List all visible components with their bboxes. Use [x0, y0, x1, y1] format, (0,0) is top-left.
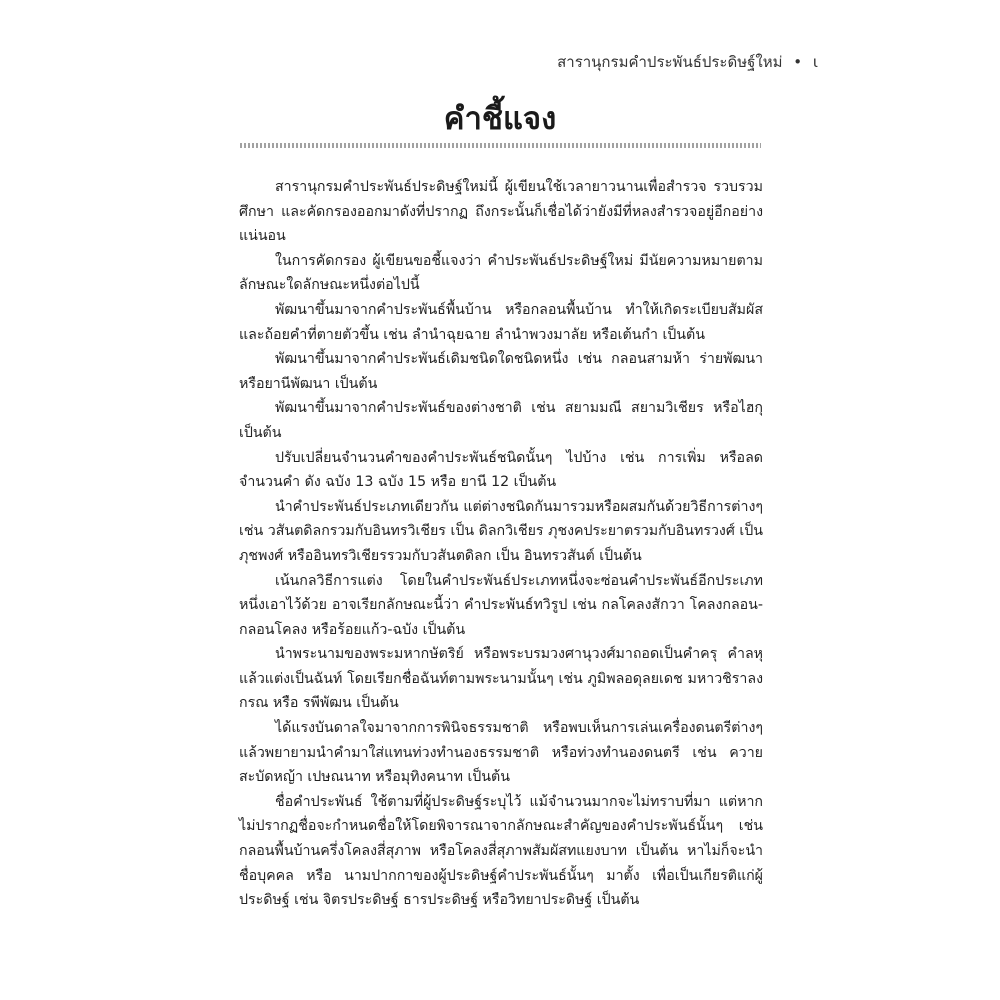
paragraph: ปรับเปลี่ยนจำนวนคำของคำประพันธ์ชนิดนั้นๆ ไปบ้าง เช่น การเพิ่ม หรือลดจำนวนคำ ดัง ฉบัง 13 ฉบัง 15 หรือ ยานี 12 เป็นต้น: [239, 449, 763, 491]
paragraph: ในการคัดกรอง ผู้เขียนขอชี้แจงว่า คำประพันธ์ประดิษฐ์ใหม่ มีนัยความหมายตามลักษณะใดลักษณะหนึ่งต่อไปนี้: [239, 252, 763, 294]
page-number: ι: [812, 53, 818, 71]
paragraph: ชื่อคำประพันธ์ ใช้ตามที่ผู้ประดิษฐ์ระบุไว้ แม้จำนวนมากจะไม่ทราบที่มา แต่หากไม่ปรากฏชื่อจะกำหนดชื่อให้โดยพิจารณาจากลักษณะสำคัญของคำประพันธ์นั้นๆ เช่น กลอนพื้นบ้านครึ่งโคลงสี่สุภาพ หรือโคลงสี่สุภาพสัมผัสทแยงบาท เป็นต้น หาไม่ก็จะนำชื่อบุคคล หรือ นามปากกาของผู้ประดิษฐ์คำประพันธ์นั้นๆ มาตั้ง เพื่อเป็นเกียรติแก่ผู้ประดิษฐ์ เช่น จิตรประดิษฐ์ ธารประดิษฐ์ หรือวิทยาประดิษฐ์ เป็นต้น: [239, 793, 763, 909]
paragraph: พัฒนาขึ้นมาจากคำประพันธ์เดิมชนิดใดชนิดหนึ่ง เช่น กลอนสามห้า ร่ายพัฒนา หรือยานีพัฒนา เป็นต้น: [239, 351, 763, 392]
paragraph: สารานุกรมคำประพันธ์ประดิษฐ์ใหม่นี้ ผู้เขียนใช้เวลายาวนานเพื่อสำรวจ รวบรวม ศึกษา และคัดกรองออกมาดังที่ปรากฏ ถึงกระนั้นก็เชื่อได้ว่ายังมีที่หลงสำรวจอยู่อีกอย่างแน่นอน: [239, 179, 763, 245]
running-header: [557, 50, 818, 74]
paragraph: นำพระนามของพระมหากษัตริย์ หรือพระบรมวงศานุวงศ์มาถอดเป็นคำครุ คำลหุ แล้วแต่งเป็นฉันท์ โดยเรียกชื่อฉันท์ตามพระนามนั้นๆ เช่น ภูมิพลอดุลยเดช มหาวชิราลงกรณ หรือ รพีพัฒน เป็นต้น: [239, 646, 763, 712]
page-title: คำชี้แจง: [443, 101, 557, 137]
paragraph: ได้แรงบันดาลใจมาจากการพินิจธรรมชาติ หรือพบเห็นการเล่นเครื่องดนตรีต่างๆ แล้วพยายามนำคำมาใส่แทนท่วงทำนองธรรมชาติ หรือท่วงทำนองดนตรี เช่น ควายสะบัดหญ้า เปษณนาท หรือมุทิงคนาท เป็นต้น: [239, 720, 763, 786]
paragraph: พัฒนาขึ้นมาจากคำประพันธ์ของต่างชาติ เช่น สยามมณี สยามวิเชียร หรือไฮกุ เป็นต้น: [239, 400, 763, 441]
book-title: สารานุกรมคำประพันธ์ประดิษฐ์ใหม่: [557, 53, 783, 71]
paragraph: เน้นกลวิธีการแต่ง โดยในคำประพันธ์ประเภทหนึ่งจะซ่อนคำประพันธ์อีกประเภทหนึ่งเอาไว้ด้วย อาจเรียกลักษณะนี้ว่า คำประพันธ์ทวิรูป เช่น กลโคลงสักวา โคลงกลอน-กลอนโคลง หรือร้อยแก้ว-ฉบัง เป็นต้น: [239, 572, 763, 638]
paragraph: นำคำประพันธ์ประเภทเดียวกัน แต่ต่างชนิดกันมารวมหรือผสมกันด้วยวิธีการต่างๆ เช่น วสันตดิลกรวมกับอินทรวิเชียร เป็น ดิลกวิเชียร ภุชงคประยาตรวมกับอินทรวงศ์ เป็น ภุชพงศ์ หรืออินทรวิเชียรรวมกับวสันตดิลก เป็น อินทรวสันต์ เป็นต้น: [239, 498, 763, 564]
paragraph: พัฒนาขึ้นมาจากคำประพันธ์พื้นบ้าน หรือกลอนพื้นบ้าน ทำให้เกิดระเบียบสัมผัส และถ้อยคำที่ตายตัวขึ้น เช่น ลำนำฉุยฉาย ลำนำพวงมาลัย หรือเต้นกำ เป็นต้น: [239, 301, 763, 343]
header-bullet: •: [793, 53, 803, 71]
title-divider: [240, 143, 761, 148]
body-text: [239, 175, 763, 913]
